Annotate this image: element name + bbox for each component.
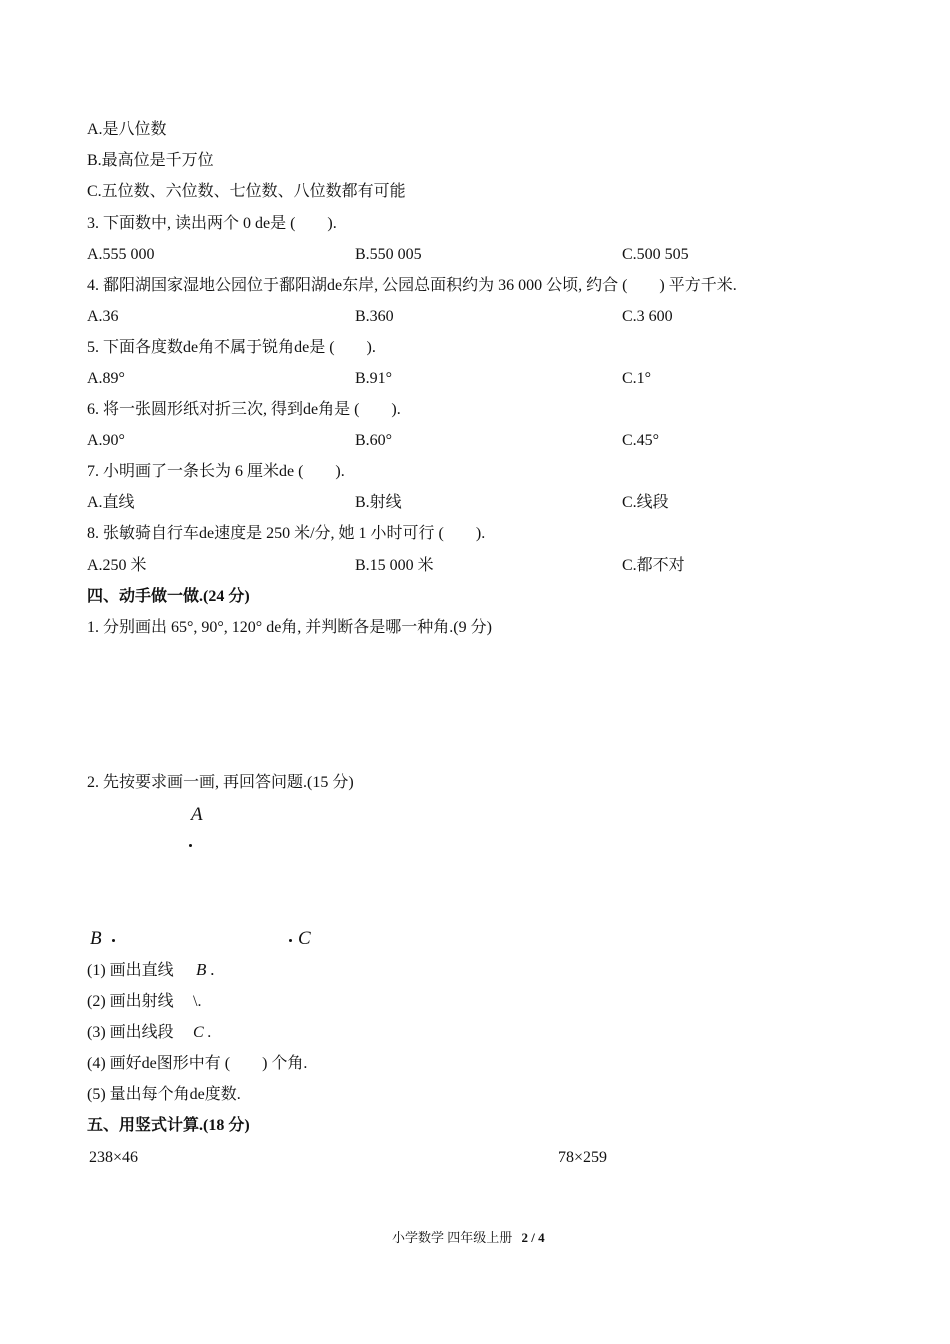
sub3-text: (3) 画出线段	[87, 1024, 174, 1041]
q6-option-b: B.60°	[355, 432, 393, 449]
point-b-dot	[112, 939, 115, 942]
q6-option-a: A.90°	[87, 432, 125, 449]
sub1-tail: B .	[196, 960, 215, 979]
point-c-label: C	[298, 928, 311, 949]
q2-option-b: B.最高位是千万位	[87, 152, 214, 169]
q5-stem: 5. 下面各度数de角不属于锐角de是 ( ).	[87, 339, 376, 356]
q7-option-a: A.直线	[87, 494, 135, 511]
sub4-text: (4) 画好de图形中有 ( ) 个角.	[87, 1055, 308, 1072]
q3-option-a: A.555 000	[87, 246, 155, 263]
q7-stem: 7. 小明画了一条长为 6 厘米de ( ).	[87, 463, 345, 480]
footer-label: 小学数学 四年级上册	[392, 1230, 513, 1245]
q5-option-c: C.1°	[622, 370, 652, 387]
q8-stem: 8. 张敏骑自行车de速度是 250 米/分, 她 1 小时可行 ( ).	[87, 525, 486, 542]
point-c-dot	[289, 939, 292, 942]
sub2-text: (2) 画出射线	[87, 993, 174, 1010]
q4-option-a: A.36	[87, 308, 119, 325]
section4-q2: 2. 先按要求画一画, 再回答问题.(15 分)	[87, 774, 354, 791]
footer-page-number: 2 / 4	[521, 1230, 545, 1245]
q4-stem: 4. 鄱阳湖国家湿地公园位于鄱阳湖de东岸, 公园总面积约为 36 000 公顷, 约合 ( ) 平方千米.	[87, 277, 737, 294]
calc-2: 78×259	[558, 1149, 608, 1166]
sub5-text: (5) 量出每个角de度数.	[87, 1086, 241, 1103]
section4-q1: 1. 分别画出 65°, 90°, 120° de角, 并判断各是哪一种角.(9 分)	[87, 619, 492, 636]
section4-title: 四、动手做一做.(24 分)	[87, 588, 250, 605]
q5-option-b: B.91°	[355, 370, 393, 387]
q3-option-b: B.550 005	[355, 246, 422, 263]
point-a-dot	[189, 844, 192, 847]
q4-option-b: B.360	[355, 308, 394, 325]
q2-option-c: C.五位数、六位数、七位数、八位数都有可能	[87, 183, 406, 200]
sub3-tail: C .	[193, 1024, 212, 1041]
section5-title: 五、用竖式计算.(18 分)	[87, 1117, 250, 1134]
point-b-label: B	[90, 928, 102, 949]
q7-option-b: B.射线	[355, 494, 402, 511]
q6-stem: 6. 将一张圆形纸对折三次, 得到de角是 ( ).	[87, 401, 401, 418]
q8-option-c: C.都不对	[622, 557, 685, 574]
q3-stem: 3. 下面数中, 读出两个 0 de是 ( ).	[87, 215, 337, 232]
q7-option-c: C.线段	[622, 494, 669, 511]
q5-option-a: A.89°	[87, 370, 125, 387]
q4-option-c: C.3 600	[622, 308, 673, 325]
q6-option-c: C.45°	[622, 432, 660, 449]
q8-option-b: B.15 000 米	[355, 557, 434, 574]
q2-option-a: A.是八位数	[87, 121, 167, 138]
footer	[392, 1230, 545, 1246]
sub1-text: (1) 画出直线	[87, 962, 174, 979]
calc-1: 238×46	[89, 1149, 139, 1166]
q3-option-c: C.500 505	[622, 246, 689, 263]
sub2-tail: \.	[193, 993, 202, 1010]
point-a-label: A	[191, 804, 203, 825]
q8-option-a: A.250 米	[87, 557, 147, 574]
